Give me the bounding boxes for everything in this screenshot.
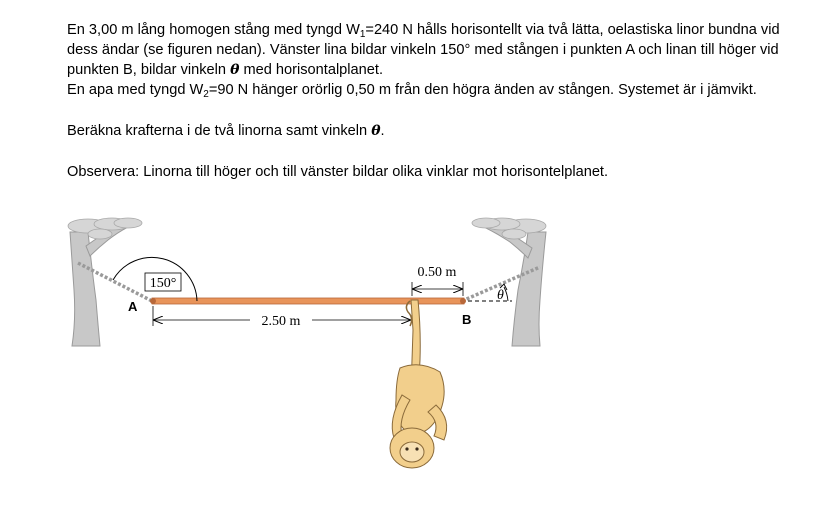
angle-arc-right [504,287,508,301]
theta-symbol: θ [371,123,381,139]
paragraph-description: En 3,00 m lång homogen stång med tyngd $W_1=240$ N hålls horisontellt via två lätta, oelastiska linor bundna vid dess ändar (se figuren nedan). Vänster lina bildar vinkeln 150° med stången i punkten A och linan till höger vid punkten B, bildar vinkeln θ med horisontalplanet. [67,22,780,78]
monkey-eye-left [405,447,408,450]
dim-label-left: 2.50 m [261,314,301,329]
monkey-eye-right [415,447,418,450]
paragraph-task: Beräkna krafterna i de två linorna samt vinkeln θ. [67,123,385,139]
left-tree-illustration [68,218,142,346]
knot-a [150,298,156,304]
theta-symbol: θ [230,62,240,78]
point-label-b: B [462,312,472,327]
angle-label-right: θ [497,288,504,303]
paragraph-monkey: En apa med tyngd $W_2=90$ N hänger orörlig 0,50 m från den högra änden av stången. Systemet är i jämvikt. [67,82,757,100]
monkey-illustration [390,300,447,468]
dim-label-right: 0.50 m [417,265,457,280]
knot-b [460,298,466,304]
paragraph-note: Observera: Linorna till höger och till vänster bildar olika vinklar mot horisontelplanet. [67,164,609,180]
point-label-a: A [128,299,138,314]
angle-label-left: 150° [149,276,177,291]
monkey-face [400,442,424,462]
